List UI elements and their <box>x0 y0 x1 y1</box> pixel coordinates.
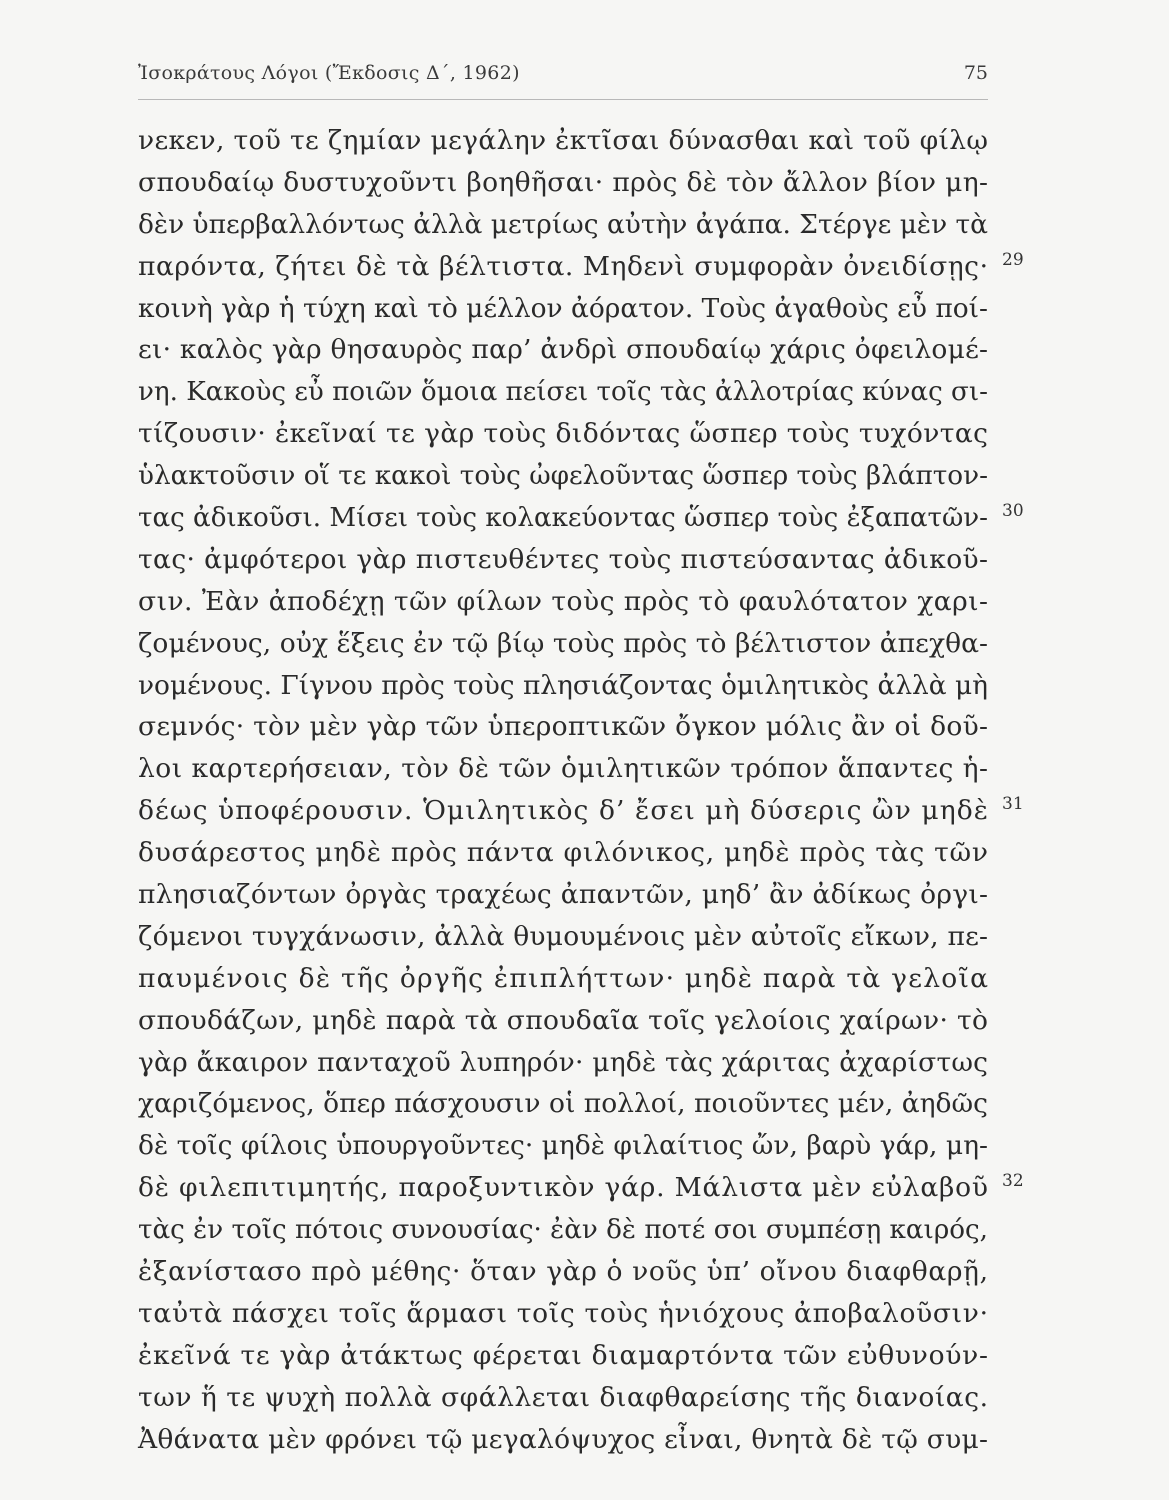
line-text: ἐκεῖνά τε γὰρ ἀτάκτως φέρεται διαμαρτόντα τῶν εὐθυνούν- <box>138 1339 989 1371</box>
line-text: τας· ἀμφότεροι γὰρ πιστευθέντες τοὺς πιστεύσαντας ἀδικοῦ- <box>138 543 989 575</box>
line-text: δυσάρεστος μηδὲ πρὸς πάντα φιλόνικος, μηδὲ πρὸς τὰς τῶν <box>138 837 989 869</box>
text-line <box>138 874 988 916</box>
text-line <box>138 581 988 623</box>
text-line <box>138 1251 988 1293</box>
text-line <box>138 455 988 497</box>
running-title: Ἰσοκράτους Λόγοι (Ἔκδοσις Δ΄, 1962) <box>138 62 520 84</box>
text-line <box>138 916 988 958</box>
text-line <box>138 162 988 204</box>
text-line <box>138 1377 988 1419</box>
line-text: πλησιαζόντων ὀργὰς τραχέως ἀπαντῶν, μηδ’ ἂν ἀδίκως ὀργι- <box>138 879 989 911</box>
line-text: δὲ φιλεπιτιμητής, παροξυντικὸν γάρ. Μάλιστα μὲν εὐλαβοῦ <box>138 1172 989 1204</box>
section-number: 31 <box>1002 794 1024 815</box>
line-text: ζομένους, οὐχ ἕξεις ἐν τῷ βίῳ τοὺς πρὸς τὸ βέλτιστον ἀπεχθα- <box>138 627 989 659</box>
line-text: νεκεν, τοῦ τε ζημίαν μεγάλην ἐκτῖσαι δύνασθαι καὶ τοῦ φίλῳ <box>138 125 989 156</box>
line-text: δὲ τοῖς φίλοις ὑπουργοῦντες· μηδὲ φιλαίτιος ὤν, βαρὺ γάρ, μη- <box>138 1130 988 1162</box>
text-line <box>138 1042 988 1084</box>
text-line <box>138 371 988 413</box>
section-number: 30 <box>1002 501 1024 522</box>
text-line <box>138 413 988 455</box>
text-line <box>138 1335 988 1377</box>
line-text: κοινὴ γὰρ ἡ τύχη καὶ τὸ μέλλον ἀόρατον. Τοὺς ἀγαθοὺς εὖ ποί- <box>138 292 988 324</box>
line-text: δὲν ὑπερβαλλόντως ἀλλὰ μετρίως αὐτὴν ἀγάπα. Στέργε μὲν τὰ <box>138 208 988 240</box>
line-text: τας ἀδικοῦσι. Μίσει τοὺς κολακεύοντας ὥσπερ τοὺς ἐξαπατῶν- <box>138 502 988 534</box>
text-line <box>138 329 988 371</box>
text-line <box>138 1167 1024 1209</box>
running-head <box>138 62 988 96</box>
text-line <box>138 120 988 162</box>
header-rule <box>138 99 988 100</box>
line-text: των ἥ τε ψυχὴ πολλὰ σφάλλεται διαφθαρείσης τῆς διανοίας. <box>138 1381 989 1413</box>
line-text: τὰς ἐν τοῖς πότοις συνουσίας· ἐὰν δὲ ποτέ σοι συμπέσῃ καιρός, <box>138 1214 988 1246</box>
line-text: ει· καλὸς γὰρ θησαυρὸς παρ’ ἀνδρὶ σπουδαίῳ χάρις ὀφειλομέ- <box>138 334 989 366</box>
line-text: σπουδαίῳ δυστυχοῦντι βοηθῆσαι· πρὸς δὲ τὸν ἄλλον βίον μη- <box>138 166 989 198</box>
text-line <box>138 1125 988 1167</box>
text-line <box>138 497 1024 539</box>
page-number: 75 <box>963 62 988 84</box>
text-line <box>138 706 988 748</box>
text-line <box>138 539 988 581</box>
text-line <box>138 623 988 665</box>
text-line <box>138 832 988 874</box>
section-number: 29 <box>1002 249 1024 270</box>
line-text: ζόμενοι τυγχάνωσιν, ἀλλὰ θυμουμένοις μὲν αὐτοῖς εἴκων, πε- <box>138 920 989 952</box>
line-text: ὑλακτοῦσιν οἵ τε κακοὶ τοὺς ὠφελοῦντας ὥσπερ τοὺς βλάπτον- <box>138 460 988 492</box>
text-line <box>138 246 1024 288</box>
line-text: δέως ὑποφέρουσιν. Ὁμιλητικὸς δ’ ἔσει μὴ δύσερις ὢν μηδὲ <box>138 795 990 827</box>
line-text: παυμένοις δὲ τῆς ὀργῆς ἐπιπλήττων· μηδὲ παρὰ τὰ γελοῖα <box>138 962 990 994</box>
text-line <box>138 1209 988 1251</box>
text-line <box>138 204 988 246</box>
text-line <box>138 790 1024 832</box>
section-number: 32 <box>1002 1171 1024 1192</box>
text-line <box>138 748 988 790</box>
line-text: σιν. Ἐὰν ἀποδέχῃ τῶν φίλων τοὺς πρὸς τὸ φαυλότατον χαρι- <box>138 585 989 617</box>
text-line <box>138 1419 988 1461</box>
text-line <box>138 665 988 707</box>
line-text: νομένους. Γίγνου πρὸς τοὺς πλησιάζοντας ὁμιλητικὸς ἀλλὰ μὴ <box>138 669 988 701</box>
text-line <box>138 1293 988 1335</box>
line-text: παρόντα, ζήτει δὲ τὰ βέλτιστα. Μηδενὶ συμφορὰν ὀνειδίσῃς· <box>138 250 989 282</box>
text-line <box>138 958 988 1000</box>
line-text: σπουδάζων, μηδὲ παρὰ τὰ σπουδαῖα τοῖς γελοίοις χαίρων· τὸ <box>138 1004 989 1036</box>
line-text: ἐξανίστασο πρὸ μέθης· ὅταν γὰρ ὁ νοῦς ὑπ’ οἴνου διαφθαρῇ, <box>138 1256 989 1288</box>
line-text: λοι καρτερήσειαν, τὸν δὲ τῶν ὁμιλητικῶν τρόπον ἅπαντες ἡ- <box>138 753 989 785</box>
text-line <box>138 1083 988 1125</box>
text-line <box>138 1000 988 1042</box>
body-text <box>138 120 1024 1461</box>
line-text: τίζουσιν· ἐκεῖναί τε γὰρ τοὺς διδόντας ὥσπερ τοὺς τυχόντας <box>138 418 989 450</box>
line-text: νη. Κακοὺς εὖ ποιῶν ὅμοια πείσει τοῖς τὰς ἀλλοτρίας κύνας σι- <box>138 376 988 408</box>
line-text: σεμνός· τὸν μὲν γὰρ τῶν ὑπεροπτικῶν ὄγκον μόλις ἂν οἱ δοῦ- <box>138 711 989 743</box>
line-text: γὰρ ἄκαιρον πανταχοῦ λυπηρόν· μηδὲ τὰς χάριτας ἀχαρίστως <box>138 1046 989 1078</box>
line-text: χαριζόμενος, ὅπερ πάσχουσιν οἱ πολλοί, ποιοῦντες μέν, ἀηδῶς <box>138 1088 989 1120</box>
line-text: Ἀθάνατα μὲν φρόνει τῷ μεγαλόψυχος εἶναι, θνητὰ δὲ τῷ συμ- <box>138 1423 989 1455</box>
line-text: ταὐτὰ πάσχει τοῖς ἅρμασι τοῖς τοὺς ἡνιόχους ἀποβαλοῦσιν· <box>138 1297 989 1329</box>
text-line <box>138 288 988 330</box>
